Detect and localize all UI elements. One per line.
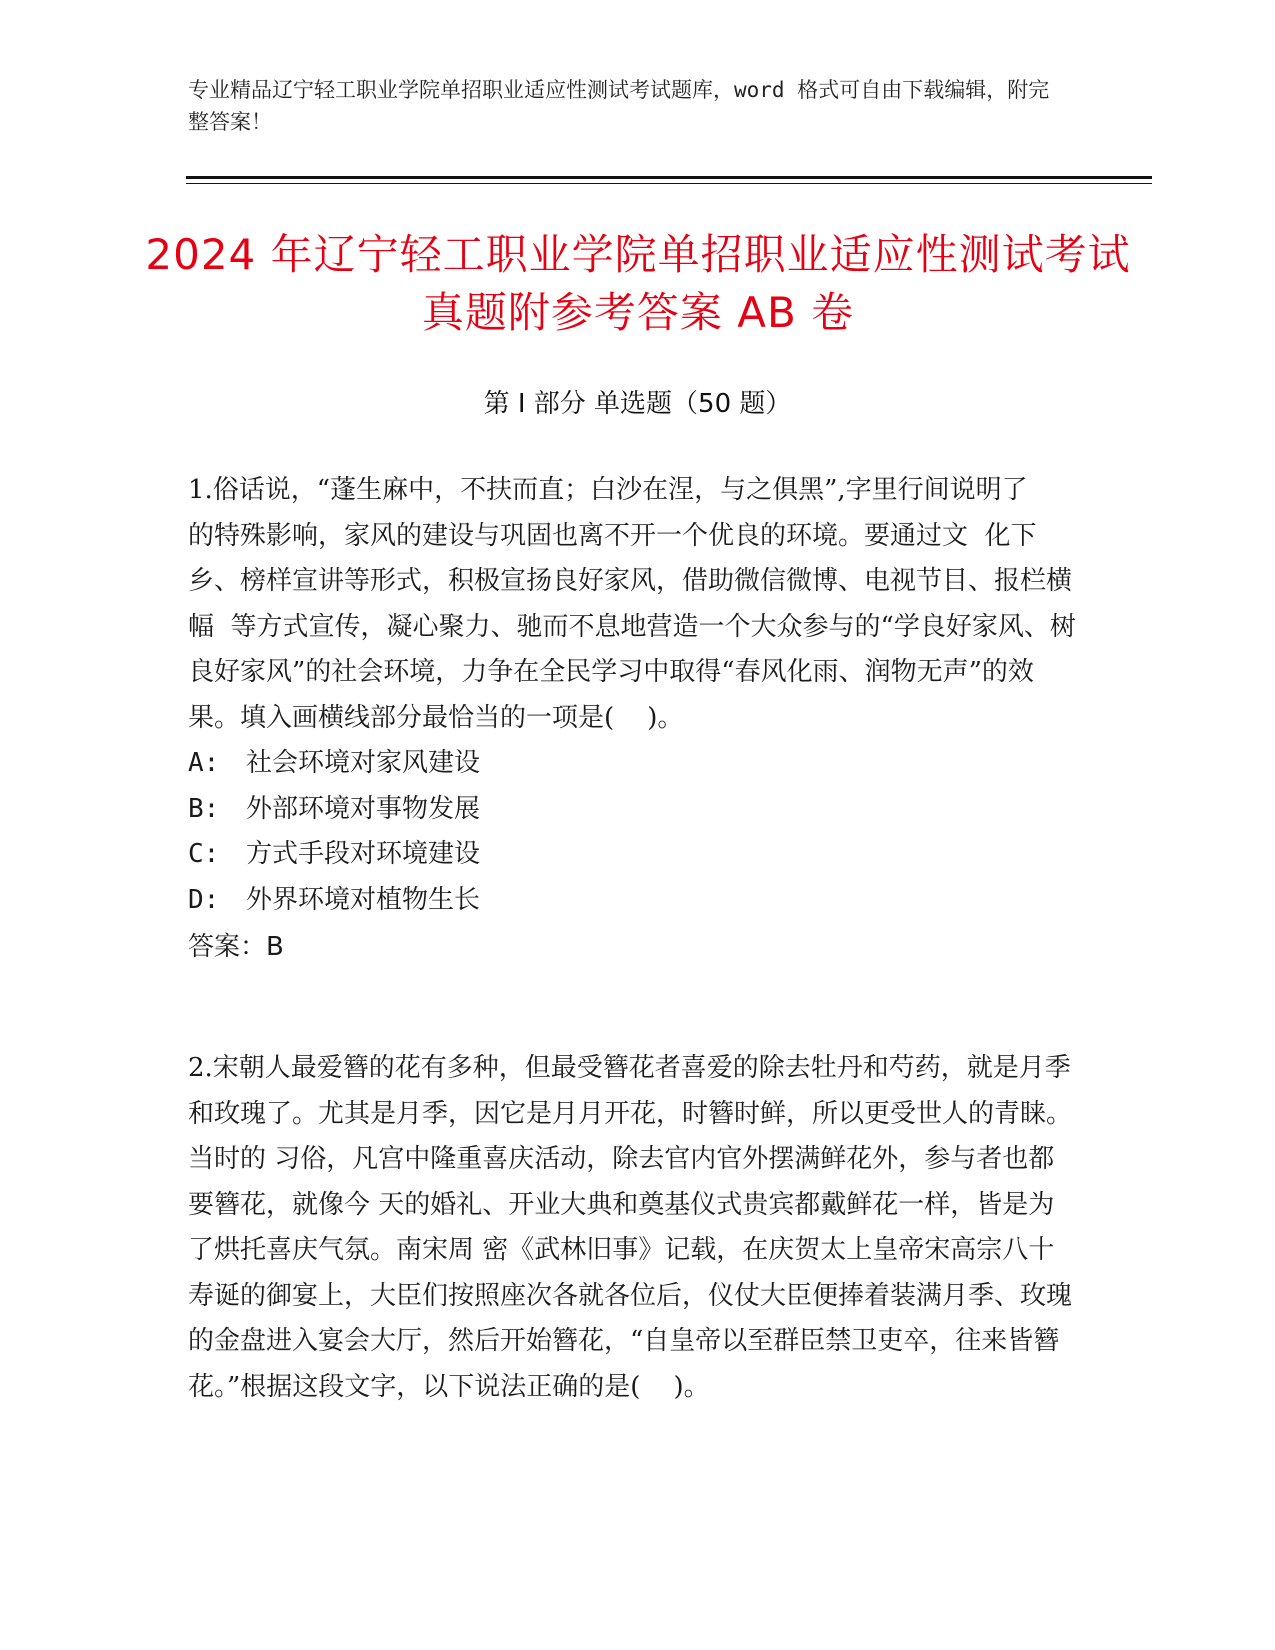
- option-c: [188, 832, 1078, 878]
- option-d: [188, 878, 1078, 924]
- option-key: D:: [188, 884, 220, 915]
- header-note: 专业精品辽宁轻工职业学院单招职业适应性测试考试题库，word 格式可自由下载编辑，附完整答案！: [188, 78, 1050, 134]
- question-1: [188, 468, 1094, 971]
- option-text: 社会环境对家风建设: [246, 748, 481, 778]
- option-key: C:: [188, 839, 220, 869]
- question-2: [188, 1046, 1078, 1410]
- option-key: B:: [188, 793, 220, 824]
- option-key: A:: [188, 748, 220, 778]
- document-title: 2024 年辽宁轻工职业学院单招职业适应性测试考试真题附参考答案 AB 卷: [145, 230, 1131, 337]
- option-a: [188, 741, 1078, 787]
- question-stem: 2.宋朝人最爱簪的花有多种，但最受簪花者喜爱的除去牡丹和芍药，就是月季 和玫瑰了。尤其是月季，因它是月月开花，时簪时鲜，所以更受世人的青睐。当时的 习俗，凡宫中隆重喜庆活动，除去官内官外摆满鲜花外，参与者也都要簪花，就像今 天的婚礼、开业大典和奠基仪式贵宾都戴鲜花一样，皆是为了烘托喜庆气氛。南宋周 密《武林旧事》记载，在庆贺太上皇帝宋高宗八十寿诞的御宴上，大臣们按照座次各就各位后，仪仗大臣便捧着装满月季、玫瑰的金盘进入宴会大厅，然后开始簪花，“自皇帝以至群臣禁卫吏卒，往来皆簪花。”根据这段文字，以下说法正确的是( )。: [188, 1053, 1080, 1402]
- header-rule-thin: [186, 183, 1152, 184]
- option-text: 外部环境对事物发展: [246, 793, 481, 824]
- answer-line: 答案：B: [188, 932, 284, 962]
- option-text: 方式手段对环境建设: [246, 839, 481, 869]
- option-b: [188, 787, 1078, 833]
- option-text: 外界环境对植物生长: [246, 884, 481, 915]
- question-stem: 1.俗话说，“蓬生麻中，不扶而直；白沙在涅，与之俱黑”,字里行间说明了 的特殊影响，家风的建设与巩固也离不开一个优良的环境。要通过文 化下乡、榜样宣讲等形式，积极宣扬良好家风，借助微信微博、电视节目、报栏横幅 等方式宣传，凝心聚力、驰而不息地营造一个大众参与的“学良好家风、树良好家风”的社会环境，力争在全民学习中取得“春风化雨、润物无声”的效果。填入画横线部分最恰当的一项是( )。: [188, 475, 1094, 733]
- section-title: 第 I 部分 单选题（50 题）: [483, 389, 792, 419]
- header-rule-thick: [186, 176, 1152, 179]
